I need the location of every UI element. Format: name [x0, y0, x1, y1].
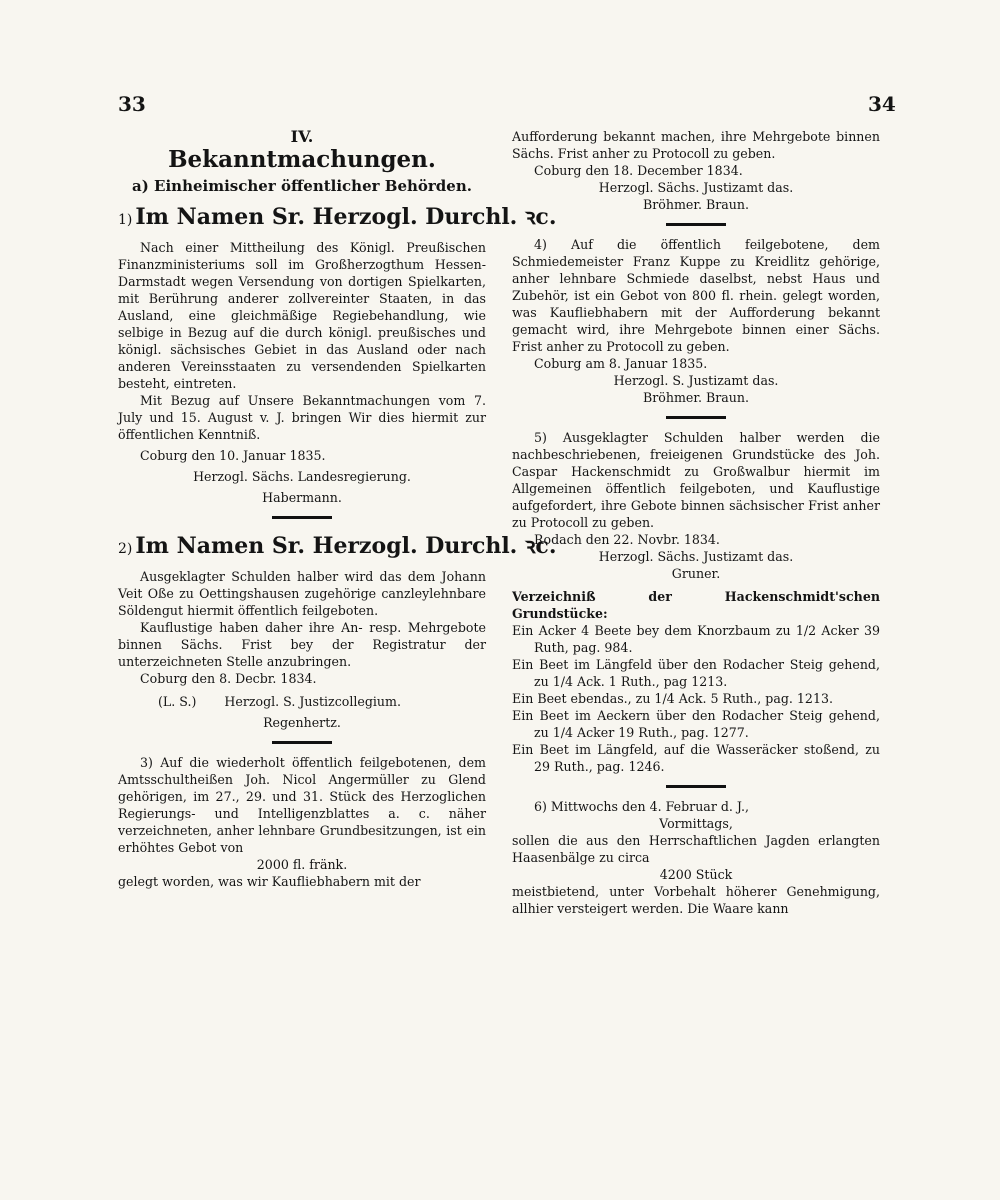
list-item: Ein Acker 4 Beete bey dem Knorzbaum zu 1/2 Acker 39 Ruth, pag. 984.	[512, 623, 880, 655]
list-item: Ein Beet ebendas., zu 1/4 Ack. 5 Ruth., pag. 1213.	[512, 691, 833, 706]
notice-1-heading-text: Im Namen Sr. Herzogl. Durchl. ꝛc.	[135, 204, 557, 230]
notice-5-signer: Gruner.	[671, 566, 721, 581]
separator-rule	[666, 416, 726, 419]
left-page-number: 33	[118, 92, 146, 116]
notice-1-paragraph-1: Nach einer Mittheilung des Königl. Preußischen Finanzministeriums soll im Großherzogthum Hessen-Darmstadt wegen Versendung von dortigen Spielkarten, mit Berührung anderer zollvereinter Staaten, in das Ausland, eine gleichmäßige Regiebehandlung, wie selbige in Bezug auf die durch königl. preußisches und königl. sächsisches Gebiet in das Ausland oder nach anderen Vereinsstaaten zu versendenden Spielkarten besteht, eintreten.	[118, 240, 486, 391]
notice-1-signer: Habermann.	[262, 490, 342, 505]
list-item: Ein Beet im Längfeld über den Rodacher Steig gehend, zu 1/4 Ack. 1 Ruth., pag 1213.	[512, 657, 880, 689]
notice-2-signer: Regenhertz.	[263, 715, 341, 730]
section-number: IV.	[290, 127, 314, 146]
separator-rule	[272, 516, 332, 519]
list-item: Ein Beet im Längfeld, auf die Wasseräcker stoßend, zu 29 Ruth., pag. 1246.	[512, 742, 880, 774]
notice-5-paragraph: 5) Ausgeklagter Schulden halber werden die nachbeschriebenen, freieigenen Grundstücke des Joh. Caspar Hackenschmidt zu Großwalbur hiermit im Allgemeinen öffentlich feilgeboten, und Kauflustige aufgefordert, ihre Gebote binnen sächsischer Frist anher zu Protocoll zu geben.	[512, 430, 880, 530]
notice-2-number: 2)	[118, 541, 133, 557]
notice-6-amount: 4200 Stück	[659, 867, 733, 882]
notice-3-paragraph-1: 3) Auf die wiederholt öffentlich feilgebotenen, dem Amtsschultheißen Joh. Nicol Angermüller zu Glend gehörigen, im 27., 29. und 31. Stück des Herzoglichen Regierungs- und Intelligenzblattes a. c. näher verzeichneten, anher lehnbare Grundbesitzungen, ist ein erhöhtes Gebot von	[118, 755, 486, 855]
notice-3-date: Coburg den 18. December 1834.	[534, 163, 743, 178]
notice-1-number: 1)	[118, 212, 133, 228]
notice-4-signers: Bröhmer. Braun.	[642, 390, 749, 405]
notice-3-signers: Bröhmer. Braun.	[642, 197, 749, 212]
separator-rule	[272, 741, 332, 744]
notice-4-date: Coburg am 8. Januar 1835.	[534, 356, 708, 371]
separator-rule	[666, 223, 726, 226]
notice-6-line-1: 6) Mittwochs den 4. Februar d. J.,	[534, 799, 749, 814]
section-title: Bekanntmachungen.	[168, 146, 436, 173]
notice-3-amount: 2000 fl. fränk.	[256, 857, 348, 872]
left-column	[118, 127, 557, 890]
notice-3-authority: Herzogl. Sächs. Justizamt das.	[598, 180, 794, 195]
notice-2-heading-text: Im Namen Sr. Herzogl. Durchl. ꝛc.	[135, 533, 557, 559]
notice-2-paragraph-2: Kauflustige haben daher ihre An- resp. Mehrgebote binnen Sächs. Frist bey der Registratur der unterzeichneten Stelle anzubringen.	[118, 620, 486, 669]
notice-1-authority: Herzogl. Sächs. Landesregierung.	[193, 469, 411, 484]
notice-4-paragraph: 4) Auf die öffentlich feilgebotene, dem Schmiedemeister Franz Kuppe zu Kreidlitz gehörige, anher lehnbare Schmiede daselbst, nebst Haus und Zubehör, ist ein Gebot von 800 fl. rhein. gelegt worden, was Kaufliebhabern mit der Aufforderung bekannt gemacht wird, ihre Mehrgebote binnen einer Sächs. Frist anher zu Protocoll zu geben.	[512, 237, 880, 354]
notice-5-list-title: Verzeichniß der Hackenschmidt'schen Grundstücke:	[512, 589, 880, 621]
notice-6-paragraph-2: meistbietend, unter Vorbehalt höherer Genehmigung, allhier versteigert werden. Die Waare kann	[512, 884, 880, 916]
notice-1-date: Coburg den 10. Januar 1835.	[140, 448, 326, 463]
list-item: Ein Beet im Aeckern über den Rodacher Steig gehend, zu 1/4 Acker 19 Ruth., pag. 1277.	[512, 708, 880, 740]
subsection-title: a) Einheimischer öffentlicher Behörden.	[132, 177, 472, 195]
notice-6-paragraph-1: sollen die aus den Herrschaftlichen Jagden erlangten Haasenbälge zu circa	[512, 833, 880, 865]
notice-5-authority: Herzogl. Sächs. Justizamt das.	[598, 549, 794, 564]
notice-2-authority: Herzogl. S. Justizcollegium.	[224, 694, 401, 709]
notice-4-authority: Herzogl. S. Justizamt das.	[613, 373, 779, 388]
notice-6-line-2: Vormittags,	[659, 816, 733, 831]
right-page-number: 34	[868, 92, 896, 116]
seal-mark: (L. S.)	[158, 694, 197, 709]
notice-2-paragraph-1: Ausgeklagter Schulden halber wird das dem Johann Veit Oße zu Oettingshausen zugehörige canzleylehnbare Söldengut hiermit öffentlich feilgeboten.	[118, 569, 486, 618]
right-column	[512, 128, 880, 917]
notice-5-date: Rodach den 22. Novbr. 1834.	[534, 532, 720, 547]
notice-1-paragraph-2: Mit Bezug auf Unsere Bekanntmachungen vom 7. July und 15. August v. J. bringen Wir dies hiermit zur öffentlichen Kenntniß.	[118, 393, 486, 442]
notice-3-paragraph-2: gelegt worden, was wir Kaufliebhabern mit der	[118, 874, 421, 889]
notice-2-heading	[118, 529, 557, 566]
separator-rule	[666, 785, 726, 788]
notice-2-signature-line	[118, 693, 486, 710]
notice-1-heading	[118, 200, 557, 237]
notice-3-continuation: Aufforderung bekannt machen, ihre Mehrgebote binnen Sächs. Frist anher zu Protocoll zu geben.	[512, 129, 880, 161]
notice-2-date: Coburg den 8. Decbr. 1834.	[140, 671, 317, 686]
